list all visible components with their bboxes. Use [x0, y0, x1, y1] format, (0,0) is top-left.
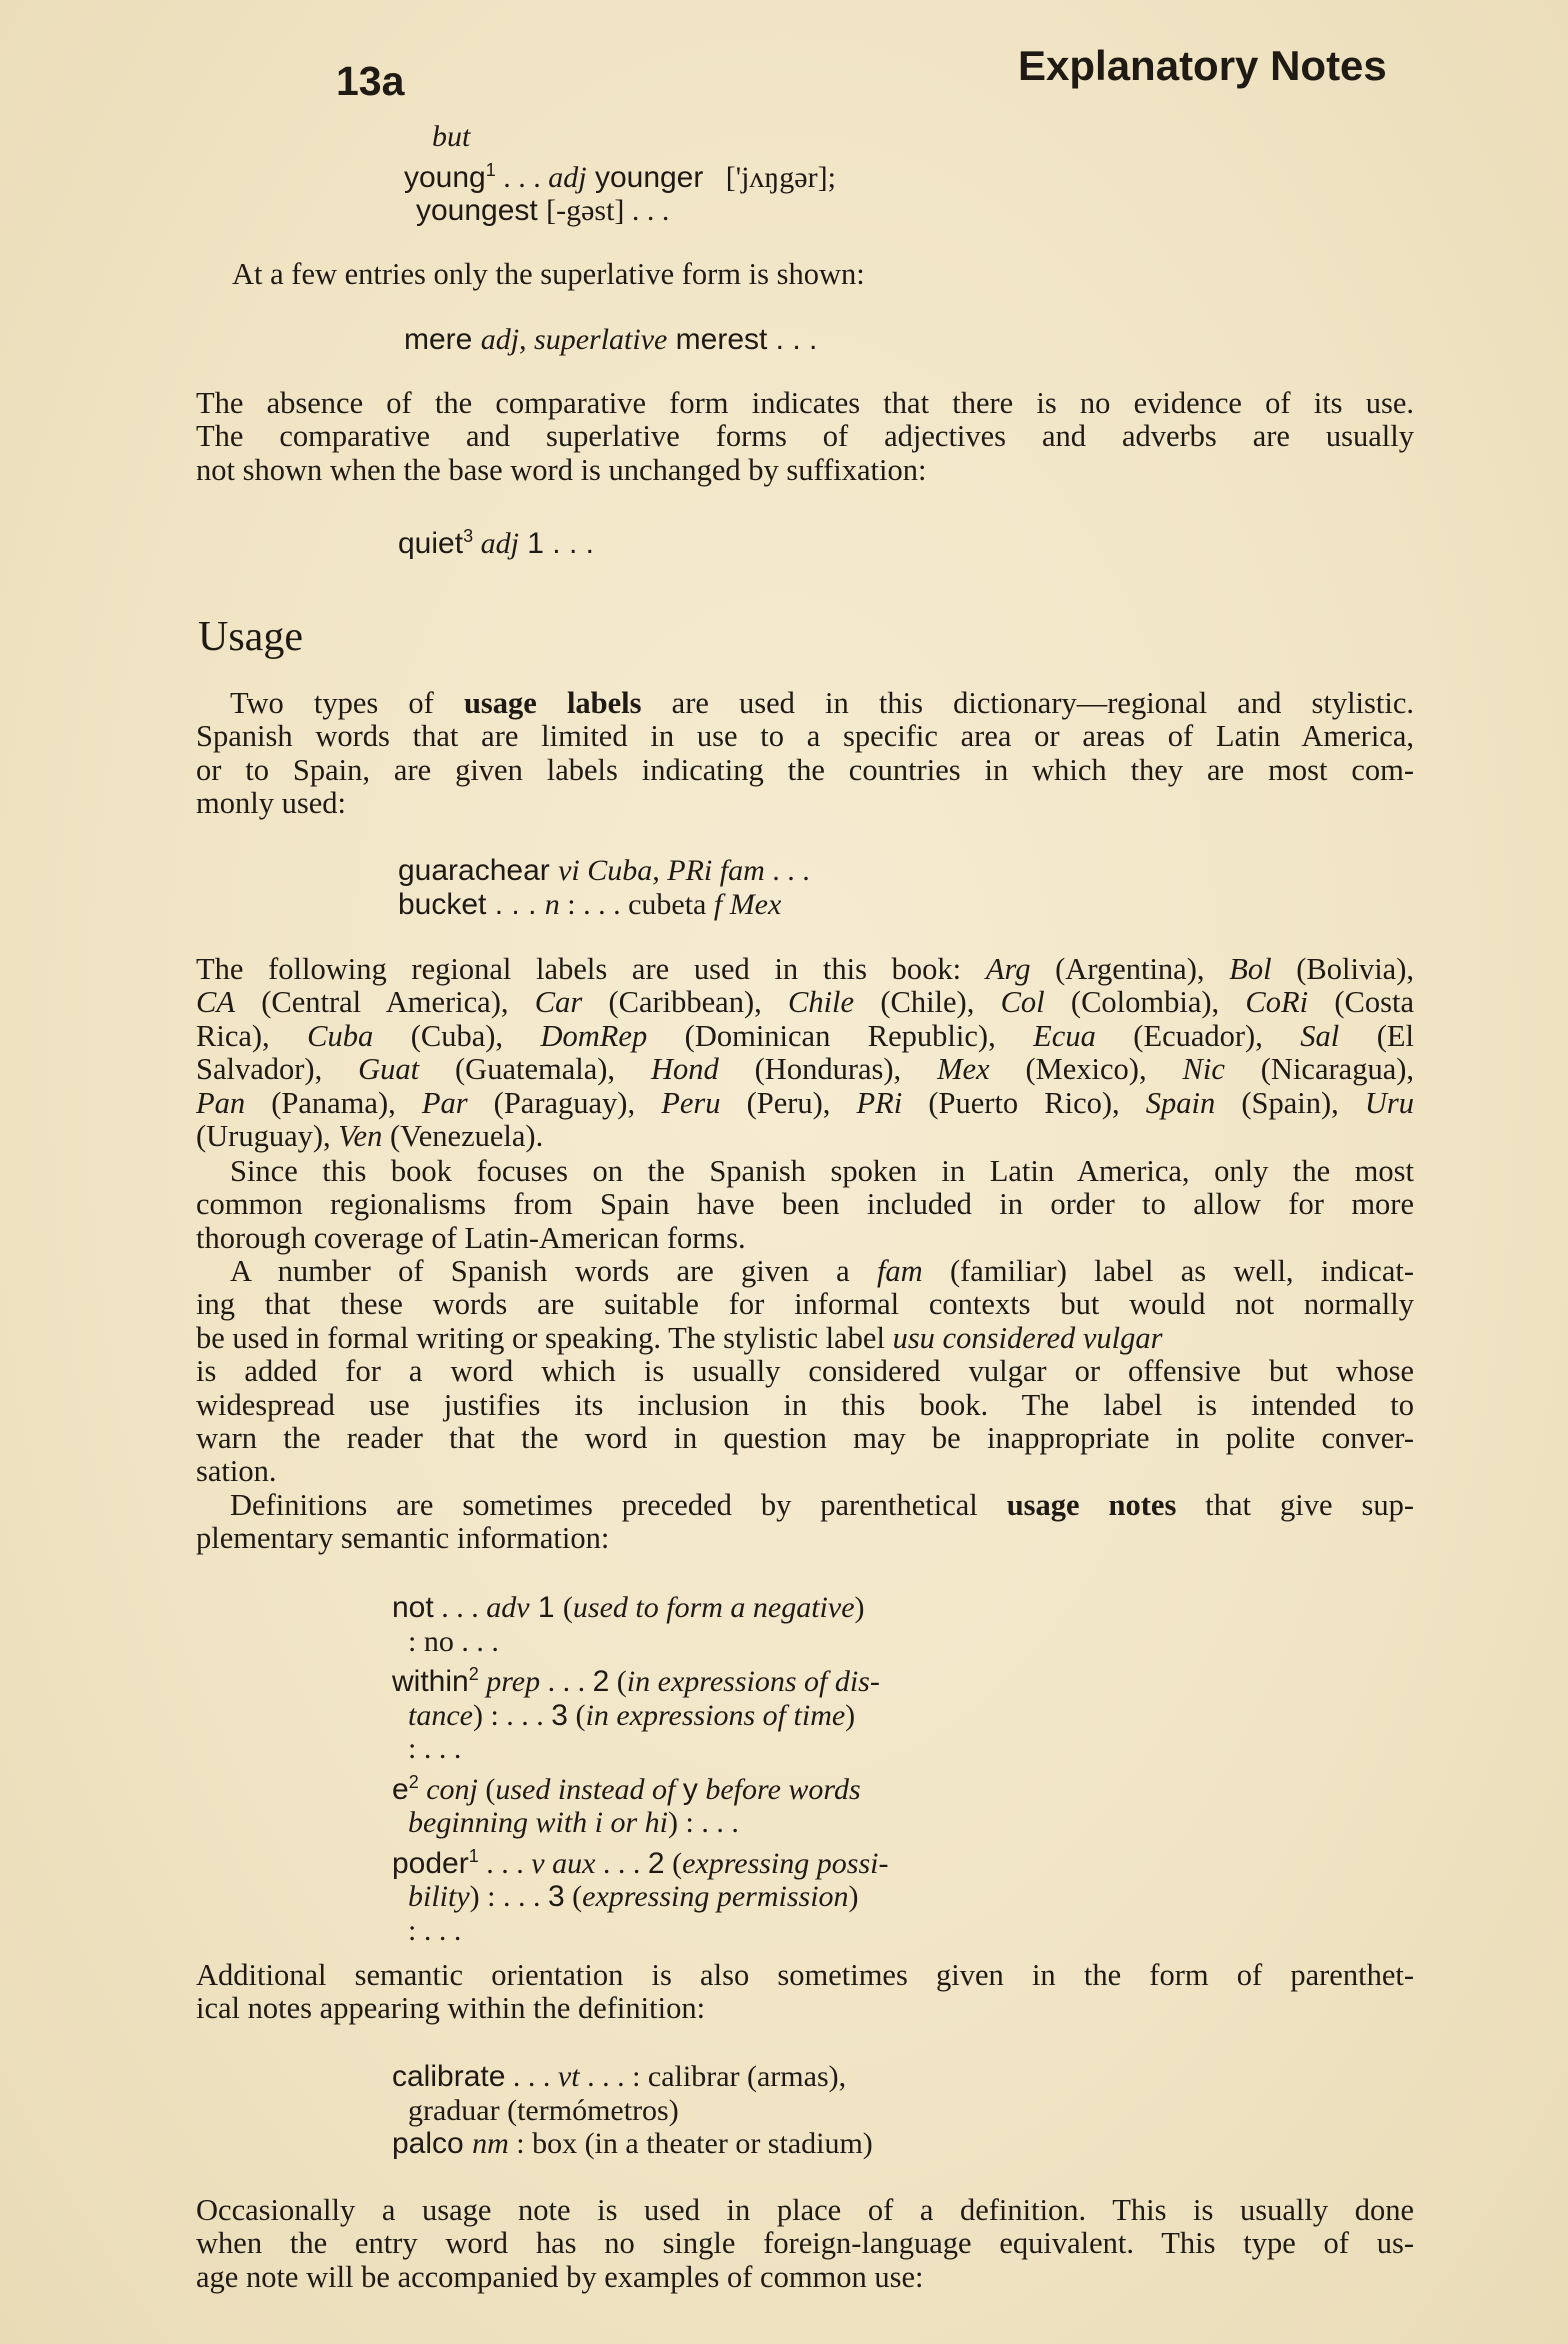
- example-quiet: quiet$^3$ adj 1 . . .: [398, 526, 594, 560]
- example-mere: mere adj, superlative merest . . .: [404, 323, 818, 356]
- paragraph-line: warn the reader that the word in question may be inappropriate in polite conver-: [196, 1421, 1414, 1456]
- example-calibrate: [392, 2060, 873, 2161]
- section-heading-usage: Usage: [198, 614, 303, 660]
- paragraph-line: ing that these words are suitable for informal contexts but would not normally: [196, 1287, 1414, 1322]
- page-number: 13a: [336, 58, 405, 104]
- para-definitions: [196, 1489, 1414, 1556]
- example-line: palco nm : box (in a theater or stadium): [392, 2127, 873, 2160]
- paragraph-line: CA (Central America), Car (Caribbean), Chile (Chile), Col (Colombia), CoRi (Costa: [196, 985, 1414, 1020]
- para-regional-list: [196, 953, 1414, 1153]
- paragraph-line: plementary semantic information:: [196, 1521, 610, 1556]
- para-usage-labels: Two types of usage labels are used in this dictionary—regional and stylistic. Spanish words that are limited in use to a specific area or areas of Latin America, or to Spain, are given labels indicating the countries in which they are most com- monly used:: [196, 686, 1414, 821]
- example-line: $e^2$ conj (used instead of y before words: [392, 1771, 861, 1806]
- paragraph-line: common regionalisms from Spain have been included in order to allow for more: [196, 1187, 1414, 1222]
- paragraph-line: widespread use justifies its inclusion in this book. The label is intended to: [196, 1387, 1414, 1422]
- paragraph-line: be used in formal writing or speaking. The stylistic label usu considered vulgar: [196, 1320, 1163, 1355]
- para-since: [196, 1155, 1414, 1255]
- paragraph-line: Salvador), Guat (Guatemala), Hond (Honduras), Mex (Mexico), Nic (Nicaragua),: [196, 1052, 1415, 1087]
- running-title: Explanatory Notes: [1018, 42, 1387, 89]
- paragraph-line: The following regional labels are used in this book: Arg (Argentina), Bol (Bolivia),: [196, 952, 1415, 986]
- example-line: : no . . .: [408, 1624, 499, 1658]
- para-superlative-intro: At a few entries only the superlative form is shown:: [232, 257, 865, 291]
- example-line: : . . .: [408, 1732, 462, 1765]
- paragraph-line: when the entry word has no single foreign-language equivalent. This type of us-: [196, 2226, 1414, 2261]
- para-occasionally: [196, 2194, 1414, 2294]
- young-line: young$^1$ . . . adj younger ['jʌŋgər];: [404, 159, 836, 194]
- paragraph-line: Additional semantic orientation is also sometimes given in the form of parenthet-: [196, 1958, 1414, 1992]
- paragraph-line: age note will be accompanied by examples of common use:: [196, 2259, 924, 2294]
- example-line: poder$^1$ . . . v aux . . . 2 (expressing possi-: [392, 1845, 889, 1880]
- paragraph-line: Rica), Cuba (Cuba), DomRep (Dominican Republic), Ecua (Ecuador), Sal (El: [196, 1018, 1414, 1053]
- paragraph-line: ical notes appearing within the definition:: [196, 1991, 706, 2026]
- example-regional: guarachear vi Cuba, PRi fam . . . bucket . . . n : . . . cubeta f Mex: [398, 854, 810, 921]
- para-additional: [196, 1959, 1414, 2026]
- example-line: calibrate . . . vt . . . : calibrar (armas),: [392, 2060, 847, 2093]
- paragraph-line: (Uruguay), Ven (Venezuela).: [196, 1119, 544, 1154]
- paragraph-line: Definitions are sometimes preceded by parenthetical usage notes that give sup-: [230, 1488, 1414, 1522]
- example-young: [404, 120, 836, 228]
- example-line: bility) : . . . 3 (expressing permission): [408, 1880, 859, 1913]
- example-line: graduar (termómetros): [408, 2093, 679, 2127]
- example-line: not . . . adv 1 (used to form a negative): [392, 1591, 865, 1624]
- example-line: within$^2$ prep . . . 2 (in expressions of dis-: [392, 1664, 880, 1698]
- paragraph-line: is added for a word which is usually considered vulgar or offensive but whose: [196, 1354, 1414, 1389]
- paragraph-line: Since this book focuses on the Spanish spoken in Latin America, only the most: [230, 1154, 1414, 1188]
- paragraph-line: thorough coverage of Latin-American forms.: [196, 1220, 746, 1255]
- paragraph-line: sation.: [196, 1454, 277, 1489]
- but-label: but: [432, 120, 471, 153]
- example-line: tance) : . . . 3 (in expressions of time): [408, 1698, 856, 1732]
- paragraph-line: Pan (Panama), Par (Paraguay), Peru (Peru), PRi (Puerto Rico), Spain (Spain), Uru: [196, 1085, 1414, 1120]
- example-usage-notes: [392, 1591, 888, 1947]
- example-line: : . . .: [408, 1913, 462, 1947]
- example-line: beginning with i or hi) : . . .: [408, 1806, 739, 1839]
- youngest-line: youngest [-gəst] . . .: [416, 194, 670, 227]
- para-absence: The absence of the comparative form indicates that there is no evidence of its use. The comparative and superlative forms of adjectives and adverbs are usually not shown when the base word is unchanged by suffixation:: [196, 386, 1414, 487]
- para-fam: [196, 1255, 1414, 1489]
- paragraph-line: A number of Spanish words are given a fam (familiar) label as well, indicat-: [230, 1254, 1414, 1288]
- paragraph-line: Occasionally a usage note is used in place of a definition. This is usually done: [196, 2193, 1414, 2227]
